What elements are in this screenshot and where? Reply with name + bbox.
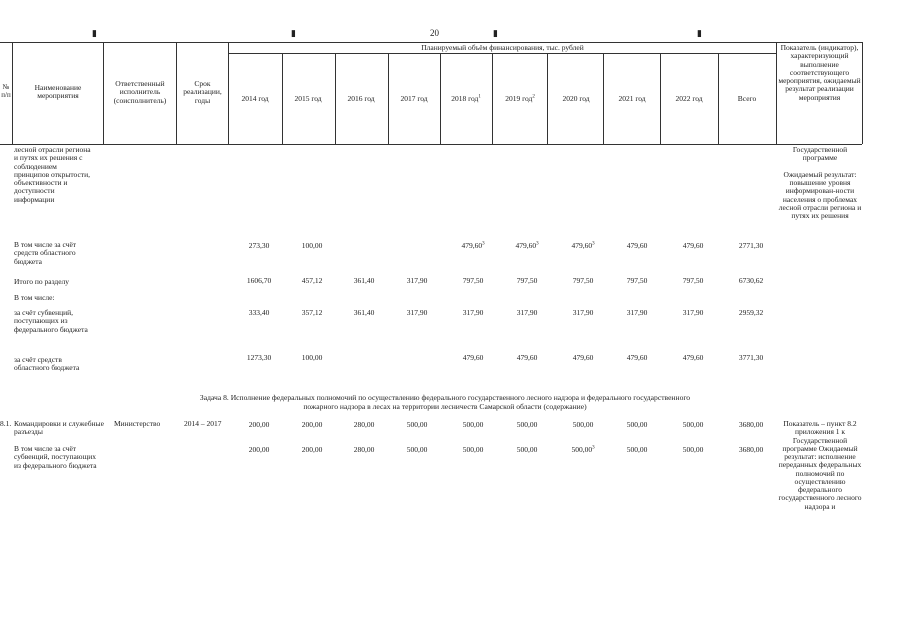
cell-2016: 280,00 [353,445,375,454]
cell-2015: 100,00 [301,353,323,362]
header-year-2014: 2014 год [241,94,269,103]
header-financing: Планируемый объём финансирования, тыс. рублей [421,43,584,52]
cell-2018: 479,60 [462,353,484,362]
cell-2021: 479,60 [626,241,648,250]
cell-2019: 500,00 [516,420,538,429]
cell-total: 2959,32 [738,308,764,317]
cell-total: 2771,30 [738,241,764,250]
page-number: 20 [430,28,439,38]
continuation-text: лесной отрасли региона и путях их решения с соблюдением принципов открытости, объективности и доступности информации [14,145,91,204]
cell-2016: 280,00 [353,420,375,429]
cell-2018: 317,90 [462,308,484,317]
cell-2018: 479,60$^3$ [461,241,485,250]
header-year-2017: 2017 год [400,94,428,103]
cell-total: 3680,00 [738,420,764,429]
cell-2017: 317,90 [406,308,428,317]
cell-2018: 500,00 [462,445,484,454]
cell-2014: 273,30 [248,241,270,250]
cell-2015: 100,00 [301,241,323,250]
cell-2019: 479,60 [516,353,538,362]
header-year-2016: 2016 год [347,94,375,103]
cell-2021: 797,50 [626,276,648,285]
cell-2014: 1273,30 [246,353,272,362]
cell-total: 3771,30 [738,353,764,362]
header-num: № п/п [1,83,11,99]
row-label: В том числе за счёт субвенций, поступающих из федерального бюджета [14,444,97,470]
header-year-2021: 2021 год [618,94,646,103]
row-term: 2014 – 2017 [184,419,222,428]
cell-2019: 797,50 [516,276,538,285]
binding-mark: ▮ [697,28,702,38]
cell-2017: 500,00 [406,445,428,454]
cell-2017: 317,90 [406,276,428,285]
cell-2020: 797,50 [572,276,594,285]
cell-2022: 479,60 [682,353,704,362]
cell-2015: 357,12 [301,308,323,317]
row-number: 8.1. [0,419,12,428]
row-label: В том числе: [14,293,55,302]
cell-2022: 479,60 [682,241,704,250]
header-year-2019: 2019 год$^2$ [505,94,535,103]
cell-2021: 500,00 [626,445,648,454]
header-term: Срок реализации, годы [183,79,222,105]
cell-2022: 500,00 [682,420,704,429]
header-year-2015: 2015 год [294,94,322,103]
header-name: Наименование мероприятия [34,83,82,101]
task-title: Задача 8. Исполнение федеральных полномочий по осуществлению федерального государственного лесного надзора и федерального государственного пожарного надзора в лесах на территории лесничеств Самарской области (содержание) [199,393,691,412]
row-label: за счёт средств областного бюджета [14,355,80,373]
binding-mark: ▮ [493,28,498,38]
cell-total: 3680,00 [738,445,764,454]
cell-2022: 797,50 [682,276,704,285]
row-label: Итого по разделу [14,277,70,286]
cell-2017: 500,00 [406,420,428,429]
cell-total: 6730,62 [738,276,764,285]
cell-2015: 457,12 [301,276,323,285]
header-executor: Ответственный исполнитель (соисполнитель) [113,79,167,105]
cell-2014: 1606,70 [246,276,272,285]
header-indicator: Показатель (индикатор), характеризующий выполнение соответствующего мероприятия, ожидаемый результат реализации мероприятия [778,43,861,102]
cell-2018: 797,50 [462,276,484,285]
cell-2020: 500,00 [572,420,594,429]
cell-2020: 479,60$^3$ [571,241,595,250]
cell-2020: 317,90 [572,308,594,317]
header-year-2020: 2020 год [562,94,590,103]
cell-2021: 479,60 [626,353,648,362]
row-executor: Министерство [114,419,161,428]
header-year-2022: 2022 год [675,94,703,103]
indicator-text: Показатель – пункт 8.2 приложения 1 к Государственной программе Ожидаемый результат: исполнение переданных федеральных полномочий по осуществлению федерального государственного лесного надзора и [778,419,862,511]
header-year-2018: 2018 год$^1$ [451,94,481,103]
cell-2014: 200,00 [248,420,270,429]
cell-2019: 500,00 [516,445,538,454]
cell-2018: 500,00 [462,420,484,429]
cell-2021: 500,00 [626,420,648,429]
cell-2014: 200,00 [248,445,270,454]
cell-2015: 200,00 [301,445,323,454]
row-label: Командировки и служебные разъезды [14,419,104,437]
cell-2022: 317,90 [682,308,704,317]
binding-mark: ▮ [291,28,296,38]
cell-2020: 479,60 [572,353,594,362]
binding-mark: ▮ [92,28,97,38]
cell-2021: 317,90 [626,308,648,317]
cell-2020: 500,00$^3$ [571,445,595,454]
cell-2014: 333,40 [248,308,270,317]
row-label: за счёт субвенций, поступающих из федерального бюджета [14,308,88,334]
cell-2019: 479,60$^3$ [515,241,539,250]
row-label: В том числе за счёт средств областного бюджета [14,240,77,266]
cell-2019: 317,90 [516,308,538,317]
cell-2016: 361,40 [353,308,375,317]
header-total: Всего [737,94,757,103]
cell-2016: 361,40 [353,276,375,285]
indicator-text: Государственной программе Ожидаемый результат: повышение уровня информирован-ности населения о проблемах лесной отрасли региона и путях их решения [778,145,862,220]
cell-2015: 200,00 [301,420,323,429]
cell-2022: 500,00 [682,445,704,454]
